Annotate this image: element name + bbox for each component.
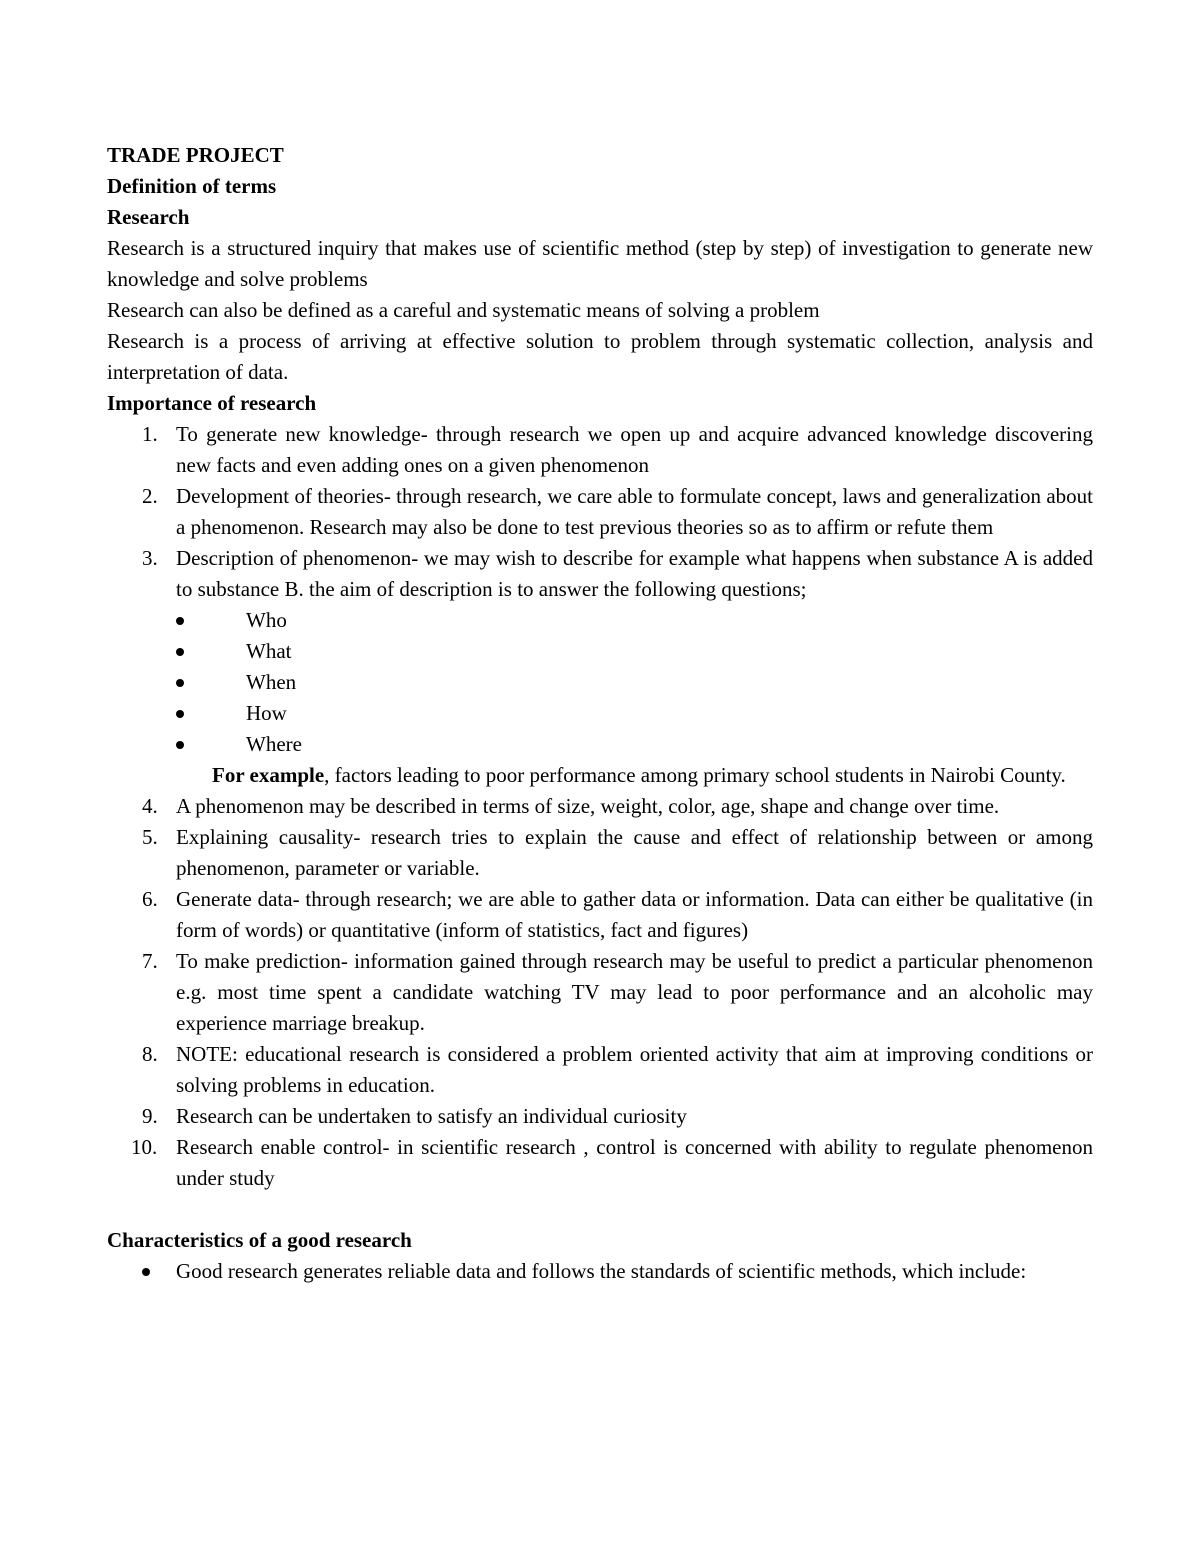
list-item (107, 1039, 1093, 1101)
blank-line (107, 1194, 1093, 1225)
list-number: 6. (142, 887, 158, 911)
question-text: Who (246, 608, 287, 632)
section-heading-characteristics: Characteristics of a good research (107, 1228, 412, 1252)
list-item-text: To generate new knowledge- through research we open up and acquire advanced knowledge discovering new facts and even adding ones on a given phenomenon (176, 422, 1093, 477)
question-item (176, 667, 1093, 698)
example-label: For example (212, 763, 325, 787)
list-number: 7. (142, 949, 158, 973)
list-item (107, 946, 1093, 1039)
question-item (176, 698, 1093, 729)
list-item (107, 1256, 1093, 1287)
list-item-text: Development of theories- through research, we care able to formulate concept, laws and generalization about a phenomenon. Research may also be done to test previous theories so as to affirm or refute them (176, 484, 1093, 539)
question-text: What (246, 639, 292, 663)
bullet-icon (176, 648, 184, 656)
list-number: 1. (142, 422, 158, 446)
list-item (107, 543, 1093, 791)
section-heading-importance: Importance of research (107, 391, 317, 415)
list-number: 8. (142, 1042, 158, 1066)
definition-paragraph: Research is a process of arriving at effective solution to problem through systematic collection, analysis and interpretation of data. (107, 329, 1093, 384)
document-title: TRADE PROJECT (107, 143, 284, 167)
example-text: , factors leading to poor performance among primary school students in Nairobi County. (324, 763, 1066, 787)
question-text: When (246, 670, 297, 694)
list-item (107, 884, 1093, 946)
list-item-text: A phenomenon may be described in terms of size, weight, color, age, shape and change over time. (176, 794, 1000, 818)
bullet-icon (176, 741, 184, 749)
example-paragraph (176, 760, 1093, 791)
bullet-icon (176, 710, 184, 718)
question-text: How (246, 701, 287, 725)
subsection-heading-research: Research (107, 205, 190, 229)
document-page (107, 140, 1093, 1287)
definition-paragraph: Research is a structured inquiry that makes use of scientific method (step by step) of investigation to generate new knowledge and solve problems (107, 236, 1093, 291)
bullet-icon (142, 1268, 150, 1276)
list-item-text: Research enable control- in scientific research , control is concerned with ability to regulate phenomenon under study (176, 1135, 1093, 1190)
list-item (107, 1132, 1093, 1194)
list-item (107, 419, 1093, 481)
list-item-text: To make prediction- information gained through research may be useful to predict a particular phenomenon e.g. most time spent a candidate watching TV may lead to poor performance and an alcoholic may experience marriage breakup. (176, 949, 1093, 1035)
list-number: 3. (142, 546, 158, 570)
list-item-text: Description of phenomenon- we may wish to describe for example what happens when substance A is added to substance B. the aim of description is to answer the following questions; (176, 546, 1093, 601)
list-item (107, 822, 1093, 884)
question-item (176, 729, 1093, 760)
question-item (176, 605, 1093, 636)
list-item (107, 1101, 1093, 1132)
list-number: 5. (142, 825, 158, 849)
characteristics-list (107, 1256, 1093, 1287)
list-item-text: Explaining causality- research tries to explain the cause and effect of relationship between or among phenomenon, parameter or variable. (176, 825, 1093, 880)
bullet-icon (176, 679, 184, 687)
importance-list (107, 419, 1093, 1194)
list-number: 2. (142, 484, 158, 508)
list-item-text: Good research generates reliable data and follows the standards of scientific methods, which include: (176, 1259, 1027, 1283)
list-item-text: NOTE: educational research is considered a problem oriented activity that aim at improving conditions or solving problems in education. (176, 1042, 1093, 1097)
question-item (176, 636, 1093, 667)
list-item (107, 481, 1093, 543)
list-number: 4. (142, 794, 158, 818)
list-item (107, 791, 1093, 822)
list-number: 10. (131, 1135, 158, 1159)
section-heading-definition: Definition of terms (107, 174, 277, 198)
bullet-icon (176, 617, 184, 625)
list-item-text: Generate data- through research; we are able to gather data or information. Data can either be qualitative (in form of words) or quantitative (inform of statistics, fact and figures) (176, 887, 1093, 942)
list-number: 9. (142, 1104, 158, 1128)
question-text: Where (246, 732, 302, 756)
definition-paragraph: Research can also be defined as a careful and systematic means of solving a problem (107, 298, 820, 322)
questions-list (176, 605, 1093, 760)
list-item-text: Research can be undertaken to satisfy an individual curiosity (176, 1104, 687, 1128)
